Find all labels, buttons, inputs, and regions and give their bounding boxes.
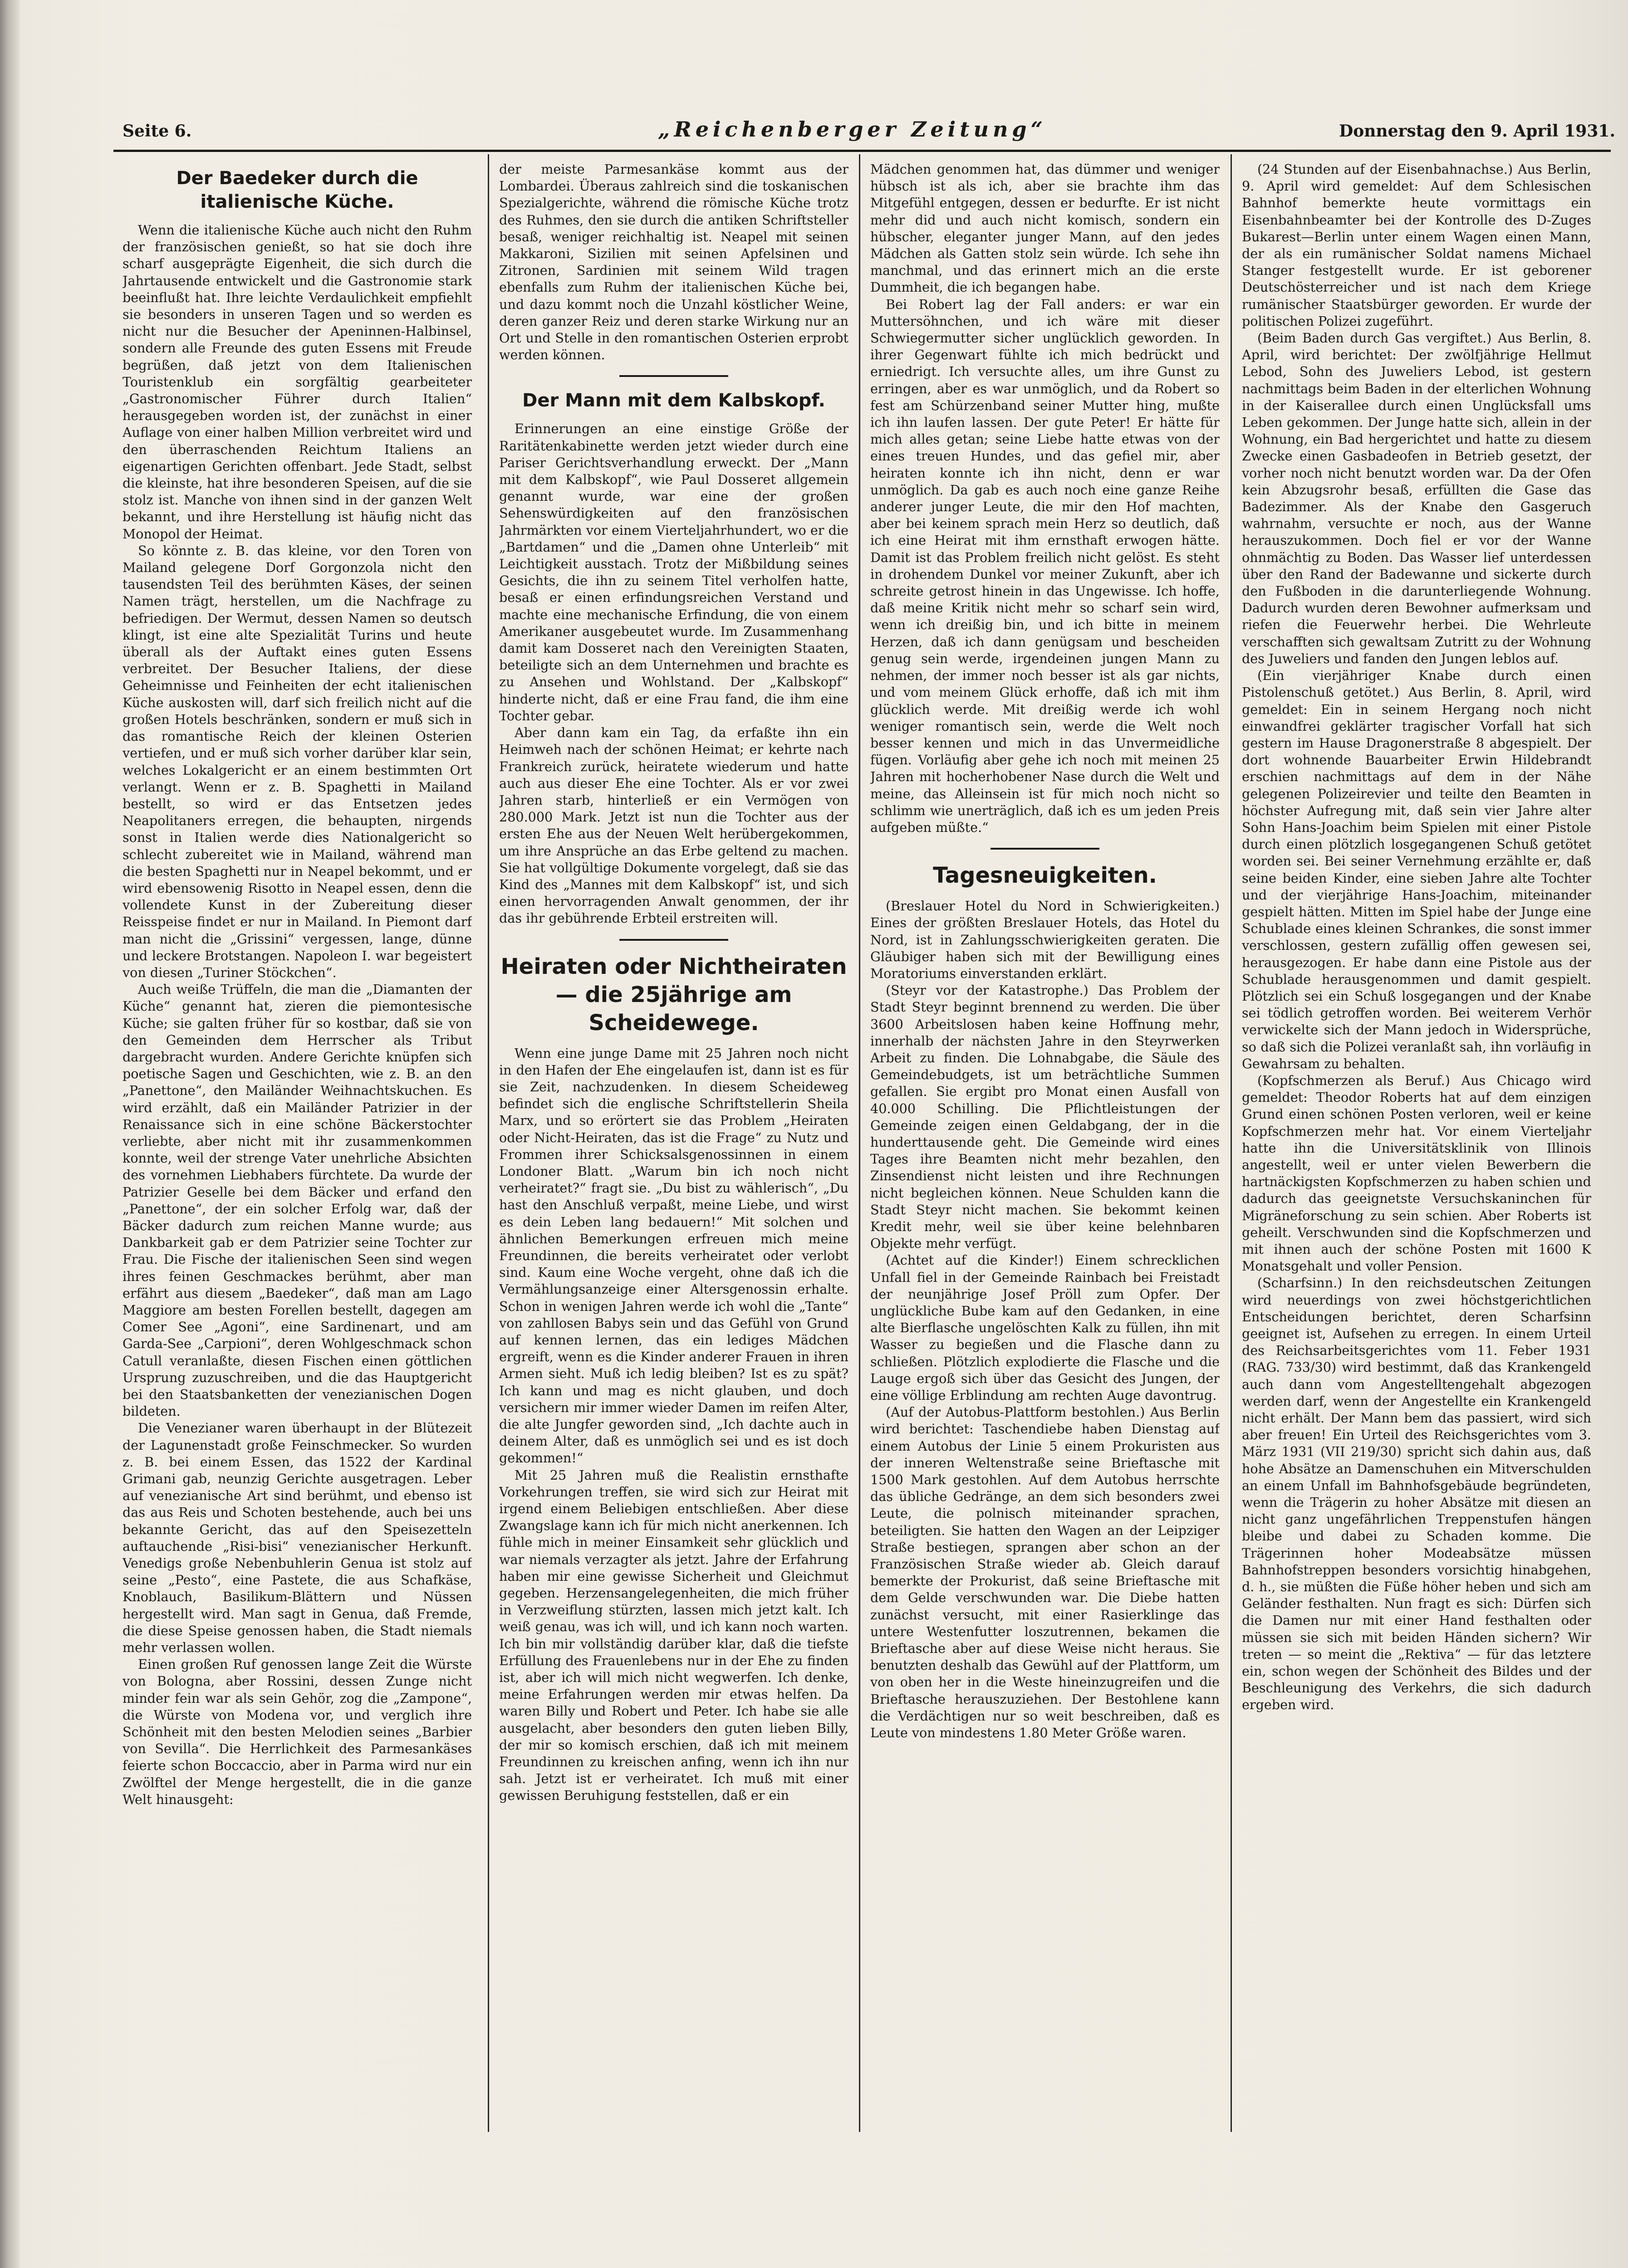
article-paragraph: So könnte z. B. das kleine, vor den Toren von Mailand gelegene Dorf Gorgonzola nicht den tausendsten Teil des berühmten Käses, der seinen Namen trägt, herstellen, um die Nachfrage zu befriedigen. Der Wermut, dessen Namen so deutsch klingt, ist eine alte Spezialität Turins und heute überall als der Auftakt eines guten Essens verbreitet. Der Besucher Italiens, der diese Geheimnisse und Feinheiten der echt italienischen Küche auskosten will, darf sich freilich nicht auf die großen Hotels beschränken, sondern er muß sich in das romantische Reich der kleinen Osterien vertiefen, und er muß sich vorher darüber klar sein, welches Lokalgericht er an einem bestimmten Ort verlangt. Wenn er z. B. Spaghetti in Mailand bestellt, so wird er das Entsetzen jedes Neapolitaners erregen, die behaupten, nirgends sonst in Italien werde dies Nationalgericht so schlecht zubereitet wie in Mailand, während man die besten Spaghetti nur in Neapel bekommt, und er wird ebensowenig Risotto in Neapel essen, denn die vollendete Kunst in der Zubereitung dieser Reisspeise findet er nur in Mailand. In Piemont darf man nicht die „Grissini“ vergessen, lange, dünne und leckere Brotstangen. Napoleon I. war begeistert von diesen „Turiner Stöckchen“. — [123, 543, 472, 980]
article-divider — [991, 848, 1099, 850]
news-item: (Steyr vor der Katastrophe.) Das Problem der Stadt Steyr beginnt brennend zu werden. Die über 3600 Arbeitslosen haben keine Hoffnung mehr, innerhalb der nächsten Jahre in den Steyrwerken Arbeit zu finden. Die Lohnabgabe, die Säule des Gemeindebudgets, ist um beträchtliche Summen gefallen. Sie ergibt pro Monat einen Ausfall von 40.000 Schilling. Die Pflichtleistungen der Gemeinde zeigen einen Geldabgang, der in die hunderttausende geht. Die Gemeinde wird eines Tages ihre Beamten nicht mehr bezahlen, den Zinsendienst nicht leisten und ihre Rechnungen nicht begleichen können. Neue Schulden kann die Stadt Steyr nicht machen. Sie bekommt keinen Kredit mehr, weil sie über keine belehnbaren Objekte mehr verfügt. — [870, 982, 1220, 1251]
column-separator — [1231, 154, 1232, 2132]
news-item: (Beim Baden durch Gas vergiftet.) Aus Berlin, 8. April, wird berichtet: Der zwölfjährige Hellmut Lebod, Sohn des Juweliers Lebod, ist gestern nachmittags beim Baden in der elterlichen Wohnung in der Kaiserallee durch einen Unglücksfall ums Leben gekommen. Der Junge hatte sich, allein in der Wohnung, ein Bad hergerichtet und hatte zu diesem Zwecke einen Gasbadeofen in Betrieb gesetzt, der vorher noch nicht benutzt worden war. Da der Ofen kein Abzugsrohr besaß, erfüllten die Gase das Badezimmer. Als der Knabe den Gasgeruch wahrnahm, versuchte er noch, aus der Wanne herauszukommen. Doch fiel er vor der Wanne ohnmächtig zu Boden. Das Wasser lief unterdessen über den Rand der Badewanne und sickerte durch den Fußboden in die darunterliegende Wohnung. Dadurch wurden deren Bewohner aufmerksam und riefen die Feuerwehr herbei. Die Wehrleute verschafften sich gewaltsam Zutritt zu der Wohnung des Juweliers und fanden den Jungen leblos auf. — [1242, 330, 1591, 666]
article-paragraph: Wenn eine junge Dame mit 25 Jahren noch nicht in den Hafen der Ehe eingelaufen ist, dann ist es für sie Zeit, nachzudenken. In diesem Scheideweg befindet sich die englische Schriftstellerin Sheila Marx, und so erörtert sie das Problem „Heiraten oder Nicht-Heiraten, das ist die Frage“ zu Nutz und Frommen ihrer Schicksalsgenossinnen in einem Londoner Blatt. „Warum bin ich noch nicht verheiratet?“ fragt sie. „Du bist zu wählerisch“, „Du hast den Anschluß verpaßt, meine Liebe, und wirst es dein Leben lang bedauern!“ Mit solchen und ähnlichen Bemerkungen erfreuen mich meine Freundinnen, die bereits verheiratet oder verlobt sind. Kaum eine Woche vergeht, ohne daß ich die Vermählungsanzeige einer Altersgenossin erhalte. Schon in wenigen Jahren werde ich wohl die „Tante“ von zahllosen Babys sein und das Gefühl von Grund auf kennen lernen, das ein lediges Mädchen ergreift, wenn es die Kinder anderer Frauen in ihren Armen sieht. Muß ich ledig bleiben? Ist es zu spät? Ich kann und mag es nicht glauben, und doch versichern mir immer wieder Damen im reifen Alter, die alte Jungfer geworden sind, „Ich dachte auch in deinem Alter, daß es unmöglich sei und es ist doch gekommen!“ — [499, 1045, 848, 1466]
column-3 — [870, 161, 1220, 2125]
page-header — [123, 112, 1615, 149]
news-item: (Scharfsinn.) In den reichsdeutschen Zeitungen wird neuerdings von zwei höchstgerichtlichen Entscheidungen berichtet, deren Scharfsinn geeignet ist, Aufsehen zu erregen. In einem Urteil des Reichsarbeitsgerichtes vom 11. Feber 1931 (RAG. 733/30) wird bestimmt, daß das Krankengeld auch dann vom Angestelltengehalt abgezogen werden darf, wenn der Angestellte ein Krankengeld nicht erhält. Der Mann bem das passiert, wird sich aber freuen! Ein Urteil des Reichsgerichtes vom 3. März 1931 (VII 219/30) spricht sich dahin aus, daß hohe Absätze an Damenschuhen ein Mitverschulden an einem Unfall im Bahnhofsgebäude begründeten, wenn die Trägerin zu hoher Absätze mit diesen an nicht ganz ungefährlichen Treppenstufen hängen bleibe und dabei zu Schaden komme. Die Trägerinnen hoher Modeabsätze müssen Bahnhofstreppen besonders vorsichtig hinabgehen, d. h., sie müßten die Füße höher heben und sich am Geländer festhalten. Nun fragt es sich: Dürfen sich die Damen nur mit einer Hand festhalten oder müssen sie sich mit beiden Händen sichern? Wir treten — so meint die „Rektiva“ — für das letztere ein, schon wegen der Schönheit des Bildes und der Beschleunigung des Verkehrs, die sich dadurch ergeben wird. — [1242, 1275, 1591, 1713]
article-paragraph: Bei Robert lag der Fall anders: er war ein Muttersöhnchen, und ich wäre mit dieser Schwiegermutter sicher unglücklich geworden. In ihrer Gegenwart fühlte ich mich bedrückt und erniedrigt. Ich versuchte alles, um ihre Gunst zu erringen, aber es war unmöglich, und da Robert so fest am Schürzenband seiner Mutter hing, mußte ich ihn laufen lassen. Der gute Peter! Er hätte für mich alles getan; seine Liebe hatte etwas von der eines treuen Hundes, und das gefiel mir, aber heiraten konnte ich ihn nicht, denn er war unmöglich. Da gab es auch noch eine ganze Reihe anderer junger Leute, die mir den Hof machten, aber bei keinem sprach mein Herz so deutlich, daß ich eine Heirat mit ihm ernsthaft erwogen hätte. Damit ist das Problem freilich nicht gelöst. Es steht in drohendem Dunkel vor meiner Zukunft, aber ich schreite getrost hinein in das Ungewisse. Ich hoffe, daß meine Kritik nicht mehr so scharf sein wird, wenn ich dreißig bin, und ich bitte in meinem Herzen, daß ich dann genügsam und bescheiden genug sein werde, irgendeinen jungen Mann zu nehmen, der immer noch besser ist als gar nichts, und vom meinem Glück erhoffe, daß ich mit ihm glücklich werde. Mit dreißig werde ich wohl weniger romantisch sein, werde die Welt noch besser kennen und mich in das Unvermeidliche fügen. Vorläufig aber gehe ich noch mit meinen 25 Jahren mit hocherhobener Nase durch die Welt und meine, das Alleinsein ist für mich noch nicht so schlimm wie unerträglich, daß ich es um jeden Preis aufgeben müßte.“ — [870, 296, 1220, 835]
section-headline: Tagesneuigkeiten. — [933, 863, 1157, 889]
news-item: (Kopfschmerzen als Beruf.) Aus Chicago wird gemeldet: Theodor Roberts hat auf dem einzigen Grund einen schönen Posten verloren, weil er keine Kopfschmerzen mehr hat. Vor einem Vierteljahr hatte ihn die Universitätsklinik von Illinois angestellt, weil er unter vielen Bewerbern die hartnäckigsten Kopfschmerzen zu haben schien und dadurch das geeignetste Versuchskaninchen für Migräneforschung zu sein schien. Aber Roberts ist geheilt. Verschwunden sind die Kopfschmerzen und mit ihnen auch der schöne Posten mit 1600 K Monatsgehalt und voller Pension. — [1242, 1072, 1591, 1274]
article-continuation: Mädchen genommen hat, das dümmer und weniger hübsch ist als ich, aber sie brachte ihm das Mitgefühl entgegen, dessen er bedurfte. Er ist nicht mehr did und auch nicht komisch, sondern ein hübscher, eleganter junger Mann, auf den jedes Mädchen als Gatten stolz sein würde. Ich sehe ihn manchmal, und das erinnert mich an die erste Dummheit, die ich begangen habe. — [870, 161, 1220, 295]
news-item: (Achtet auf die Kinder!) Einem schrecklichen Unfall fiel in der Gemeinde Rainbach bei Freistadt der neunjährige Josef Pröll zum Opfer. Der unglückliche Bube kam auf den Gedanken, in eine alte Bierflasche ungelöschten Kalk zu füllen, ihn mit Wasser zu begießen und die Flasche dann zu schließen. Plötzlich explodierte die Flasche und die Lauge ergoß sich über das Gesicht des Jungen, der eine völlige Erblindung am rechten Auge davontrug. — [870, 1252, 1220, 1403]
article-paragraph: Einen großen Ruf genossen lange Zeit die Würste von Bologna, aber Rossini, dessen Zunge nicht minder fein war als sein Gehör, zog die „Zampone“, die Würste von Modena vor, und verglich ihre Schönheit mit den besten Melodien seines „Barbier von Sevilla“. Die Herrlichkeit des Parmesankäses feierte schon Boccaccio, aber in Parma wird nur ein Zwölftel der Menge hergestellt, die in die ganze Welt hinausgeht: — [123, 1657, 472, 1807]
column-1 — [123, 161, 472, 2125]
article-paragraph: Aber dann kam ein Tag, da erfaßte ihn ein Heimweh nach der schönen Heimat; er kehrte nach Frankreich zurück, heiratete wiederum und hatte auch aus dieser Ehe eine Tochter. Als er vor zwei Jahren starb, hinterließ er ein Vermögen von 280.000 Mark. Jetzt ist nun die Tochter aus der ersten Ehe aus der Neuen Welt herübergekommen, um ihre Ansprüche an das Erbe geltend zu machen. Sie hat vollgültige Dokumente vorgelegt, daß sie das Kind des „Mannes mit dem Kalbskopf“ ist, und sich einen hervorragenden Anwalt genommen, der ihr das ihr gebührende Erbteil erstreiten will. — [499, 725, 848, 926]
article-headline: Der Mann mit dem Kalbskopf. — [522, 390, 825, 411]
news-item: (24 Stunden auf der Eisenbahnachse.) Aus Berlin, 9. April wird gemeldet: Auf dem Schlesischen Bahnhof bemerkte heute vormittags ein Eisenbahnbeamter bei der Kontrolle des D-Zuges Bukarest—Berlin unter einem Wagen einen Mann, der als ein rumänischer Soldat namens Michael Stanger festgestellt wurde. Er ist geborener Deutschösterreicher und ist nach dem Kriege rumänischer Staatsbürger geworden. Er wurde der politischen Polizei zugeführt. — [1242, 161, 1591, 329]
article-paragraph: Auch weiße Trüffeln, die man die „Diamanten der Küche“ genannt hat, zieren die piemontesische Küche; sie galten früher für so kostbar, daß sie von den Gemeinden dem Herrscher als Tribut dargebracht wurden. Andere Gerichte knüpfen sich poetische Sagen und Geschichten, wie z. B. an den „Panettone“, den Mailänder Weihnachtskuchen. Es wird erzählt, daß ein Mailänder Patrizier in der Renaissance sich in eine schöne Bäckerstochter verliebte, aber nicht mit ihr zusammenkommen konnte, weil der strenge Vater unehrliche Absichten des vornehmen Liebhabers fürchtete. Da wurde der Patrizier Geselle bei dem Bäcker und erfand den „Panettone“, der ein solcher Erfolg war, daß der Bäcker dadurch zum reichen Manne wurde; aus Dankbarkeit gab er dem Patrizier seine Tochter zur Frau. Die Fische der italienischen Seen sind wegen ihres feinen Geschmackes berühmt, aber man erfährt aus diesem „Baedeker“, daß man am Lago Maggiore am besten Forellen bestellt, dagegen am Comer See „Agoni“, eine Sardinenart, und am Garda-See „Carpioni“, deren Wohlgeschmack schon Catull veranlaßte, diesen Fischen einen göttlichen Ursprung zuzuschreiben, und die das Hauptgericht bei den Staatsbanketten der venezianischen Dogen bildeten. — [123, 982, 472, 1419]
news-item: (Auf der Autobus-Plattform bestohlen.) Aus Berlin wird berichtet: Taschendiebe haben Dienstag auf einem Autobus der Linie 5 einem Prokuristen aus der inneren Weltenstraße seine Brieftasche mit 1500 Mark gestohlen. Auf dem Autobus herrschte das übliche Gedränge, an dem sich besonders zwei Leute, die polnisch miteinander sprachen, beteiligten. Sie hatten den Wagen an der Leipziger Straße bestiegen, sprangen aber schon an der Französischen Straße wieder ab. Gleich darauf bemerkte der Prokurist, daß seine Brieftasche mit dem Gelde verschwunden war. Die Diebe hatten zunächst versucht, mit einer Rasierklinge das untere Westenfutter loszutrennen, bekamen die Brieftasche aber auf diese Weise nicht heraus. Sie benutzten deshalb das Gewühl auf der Plattform, um von oben her in die Weste hineinzugreifen und die Brieftasche herauszuziehen. Der Bestohlene kann die Verdächtigen nur so weit beschreiben, daß es Leute von mindestens 1.80 Meter Größe waren. — [870, 1404, 1220, 1741]
column-separator — [859, 154, 860, 2132]
article-divider — [619, 939, 728, 941]
article-paragraph: Wenn die italienische Küche auch nicht den Ruhm der französischen genießt, so hat sie doch ihre scharf ausgeprägte Eigenheit, die sich durch die Jahrtausende entwickelt und die Gastronomie stark beeinflußt hat. Ihre leichte Verdaulichkeit empfiehlt sie besonders in unseren Tagen und so werden es nicht nur die Besucher der Apeninnen-Halbinsel, sondern alle Freunde des guten Essens mit Freude begrüßen, daß jetzt von dem Italienischen Touristenklub ein sorgfältig gearbeiteter „Gastronomischer Führer durch Italien“ herausgegeben worden ist, der zunächst in einer Auflage von einer halben Million verbreitet wird und den überraschenden Reichtum Italiens an eigenartigen Gerichten offenbart. Jede Stadt, selbst die kleinste, hat ihre besonderen Speisen, auf die sie stolz ist. Manche von ihnen sind in der ganzen Welt bekannt, und ihre Herstellung ist häufig nicht das Monopol der Heimat. — [123, 222, 472, 542]
newspaper-title: „Reichenberger Zeitung“ — [658, 117, 1047, 142]
article-continuation: der meiste Parmesankäse kommt aus der Lombardei. Überaus zahlreich sind die toskanischen Spezialgerichte, während die römische Küche trotz des Ruhmes, den sie durch die antiken Schriftsteller besaß, weniger reichhaltig ist. Neapel mit seinen Makkaroni, Sizilien mit seinen Apfelsinen und Zitronen, Sardinien mit seinem Wild tragen ebenfalls zum Ruhm der italienischen Küche bei, und dazu kommt noch die Unzahl köstlicher Weine, deren ganzer Reiz und deren starke Wirkung nur an Ort und Stelle in den romantischen Osterien erprobt werden können. — [499, 161, 848, 363]
article-paragraph: Erinnerungen an eine einstige Größe der Raritätenkabinette werden jetzt wieder durch eine Pariser Gerichtsverhandlung erweckt. Der „Mann mit dem Kalbskopf“, wie Paul Dosseret allgemein genannt wurde, war eine der großen Sehenswürdigkeiten auf den französischen Jahrmärkten vor einem Vierteljahrhundert, wo er die „Bartdamen“ und die „Damen ohne Unterleib“ mit Leichtigkeit ausstach. Trotz der Mißbildung seines Gesichts, die ihn zu seinem Titel verholfen hatte, besaß er einen erfindungsreichen Verstand und machte eine mechanische Erfindung, die von einem Amerikaner ausgebeutet wurde. Im Zusammenhang damit kam Dosseret nach den Vereinigten Staaten, beteiligte sich an dem Unternehmen und brachte es zu Ansehen und Wohlstand. Der „Kalbskopf“ hinderte nicht, daß er eine Frau fand, die ihm eine Tochter gebar. — [499, 421, 848, 723]
page-binding-shadow — [0, 0, 20, 2268]
article-divider — [619, 375, 728, 377]
news-item: (Breslauer Hotel du Nord in Schwierigkeiten.) Eines der größten Breslauer Hotels, das Hotel du Nord, ist in Zahlungsschwierigkeiten geraten. Die Gläubiger haben sich mit der Bewilligung eines Moratoriums einverstanden erklärt. — [870, 898, 1220, 981]
article-paragraph: Die Venezianer waren überhaupt in der Blütezeit der Lagunenstadt große Feinschmecker. So wurden z. B. bei einem Essen, das 1522 der Kardinal Grimani gab, neunzig Gerichte ausgetragen. Leber auf venezianische Art sind berühmt, und ebenso ist das aus Reis und Schoten bestehende, auch bei uns bekannte Gericht, das auf den Speisezetteln auftauchende „Risi-bisi“ venezianischer Herkunft. Venedigs große Nebenbuhlerin Genua ist stolz auf seine „Pesto“, eine Pastete, die aus Schafkäse, Knoblauch, Basilikum-Blättern und Nüssen hergestellt wird. Man sagt in Genua, daß Fremde, die diese Speise genossen haben, die Stadt niemals mehr verlassen wollen. — [123, 1420, 472, 1656]
article-paragraph: Mit 25 Jahren muß die Realistin ernsthafte Vorkehrungen treffen, sie wird sich zur Heirat mit irgend einem Beliebigen entschließen. Aber diese Zwangslage kann ich für mich nicht anerkennen. Ich fühle mich in meiner Einsamkeit sehr glücklich und war niemals verzagter als jetzt. Jahre der Erfahrung haben mir eine gewisse Sicherheit und Gleichmut gegeben. Herzensangelegenheiten, die mich früher in Verzweiflung stürzten, lassen mich jetzt kalt. Ich weiß genau, was ich will, und ich kann noch warten. Ich bin mir vollständig darüber klar, daß die tiefste Erfüllung des Frauenlebens nur in der Ehe zu finden ist, aber ich will mich nicht wegwerfen. Ich denke, meine Erfahrungen werden mir etwas helfen. Da waren Billy und Robert und Peter. Ich habe sie alle ausgelacht, aber besonders den guten lieben Billy, der mir so komisch erschien, daß ich mit meinem Freundinnen zu kreischen anfing, wenn ich ihn nur sah. Jetzt ist er verheiratet. Ich muß mit einer gewissen Beruhigung feststellen, daß er ein — [499, 1467, 848, 1804]
issue-date: Donnerstag den 9. April 1931. — [1339, 122, 1615, 141]
column-4 — [1242, 161, 1591, 2125]
page-number: Seite 6. — [123, 122, 192, 141]
article-headline: Der Baedeker durch die italienische Küche. — [176, 168, 418, 212]
column-2 — [499, 161, 848, 2125]
column-separator — [488, 154, 489, 2132]
news-item: (Ein vierjähriger Knabe durch einen Pistolenschuß getötet.) Aus Berlin, 8. April, wird gemeldet: Ein in seinem Hergang noch nicht einwandfrei geklärter tragischer Vorfall hat sich gestern im Hause Dragonerstraße 8 abgespielt. Der dort wohnende Bauarbeiter Erwin Hildebrandt erschien nachmittags auf dem in der Nähe gelegenen Polizeirevier und teilte den Beamten in höchster Aufregung mit, daß sein vier Jahre alter Sohn Hans-Joachim beim Spielen mit einer Pistole durch einen plötzlich losgegangenen Schuß getötet worden sei. Bei seiner Vernehmung erzählte er, daß seine beiden Kinder, eine sieben Jahre alte Tochter und der vierjährige Hans-Joachim, miteinander gespielt hätten. Mitten im Spiel habe der Junge eine Schublade eines kleinen Schrankes, die sonst immer verschlossen, gestern zufällig offen gewesen sei, herausgezogen. Er habe dann eine Pistole aus der Schublade herausgenommen und damit gespielt. Plötzlich sei ein Schuß losgegangen und der Knabe sei tödlich getroffen worden. Bei weiterem Verhör verwickelte sich der Mann jedoch in Widersprüche, so daß sich die Polizei veranlaßt sah, ihn vorläufig in Gewahrsam zu behalten. — [1242, 668, 1591, 1071]
article-headline: Heiraten oder Nichtheiraten — die 25jährige am Scheidewege. — [500, 953, 847, 1036]
header-rule — [113, 150, 1611, 152]
